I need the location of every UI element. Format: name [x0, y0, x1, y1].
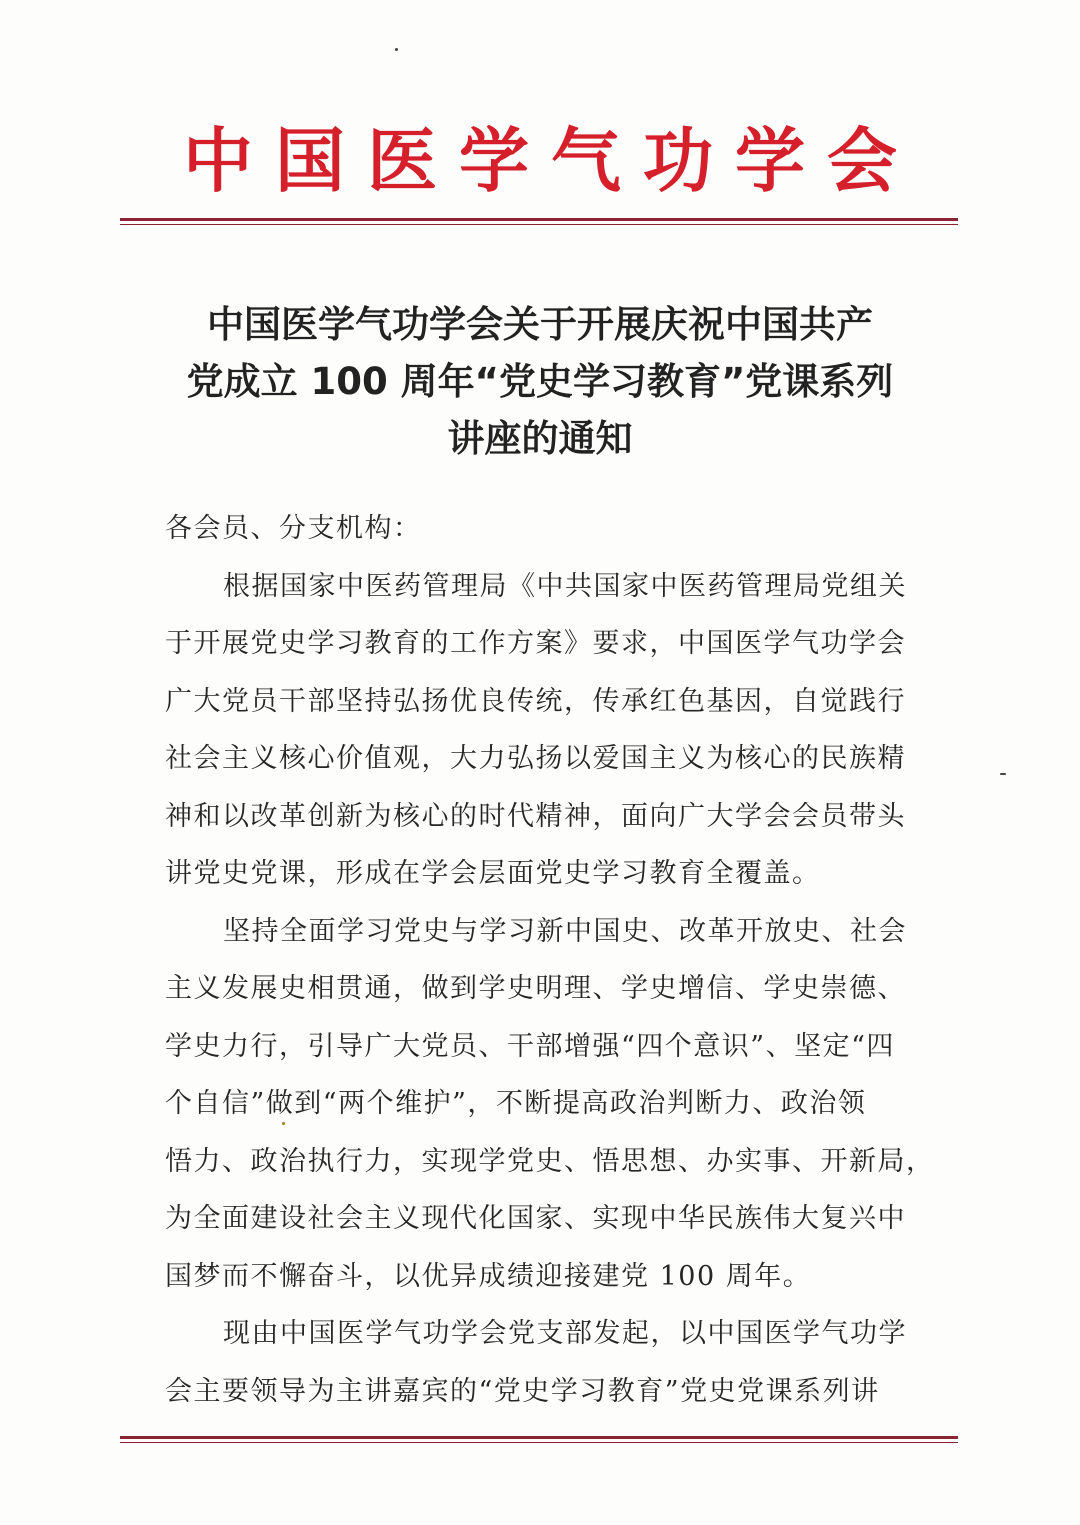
paragraph-line: 根据国家中医药管理局《中共国家中医药管理局党组关: [223, 570, 907, 602]
paragraph-line: 悟力、政治执行力，实现学党史、悟思想、办实事、开新局，: [165, 1145, 935, 1177]
scan-speck: [282, 1122, 285, 1125]
paragraph-line: 会主要领导为主讲嘉宾的“党史学习教育”党史党课系列讲: [165, 1375, 880, 1407]
paragraph-line: 神和以改革创新为核心的时代精神，面向广大学会会员带头: [165, 800, 906, 832]
header-rule: [120, 218, 958, 223]
paragraph-line: 讲党史党课，形成在学会层面党史学习教育全覆盖。: [165, 858, 821, 889]
paragraph-line: 现由中国医学气功学会党支部发起，以中国医学气功学: [223, 1318, 907, 1349]
document-title: [150, 296, 930, 467]
title-line: 中国医学气功学会关于开展庆祝中国共产: [207, 303, 873, 346]
title-line: 讲座的通知: [447, 417, 633, 460]
org-name: 中国医学气功学会: [183, 118, 919, 202]
paragraph-line: 坚持全面学习党史与学习新中国史、改革开放史、社会: [223, 915, 907, 947]
paragraph-line: 广大党员干部坚持弘扬优良传统，传承红色基因，自觉践行: [165, 685, 906, 717]
letterhead: [120, 110, 960, 200]
paragraph-line: 主义发展史相贯通，做到学史明理、学史增信、学史崇德、: [165, 973, 906, 1004]
paragraph-line: 学史力行，引导广大党员、干部增强“四个意识”、坚定“四: [165, 1030, 895, 1062]
document-body: [165, 500, 935, 1420]
title-line: 党成立 100 周年“党史学习教育”党课系列: [186, 360, 894, 403]
scan-speck: [1000, 773, 1006, 775]
paragraph-line: 社会主义核心价值观，大力弘扬以爱国主义为核心的民族精: [165, 743, 906, 774]
scan-speck: [395, 48, 398, 51]
paragraph-line: 为全面建设社会主义现代化国家、实现中华民族伟大复兴中: [165, 1203, 906, 1234]
footer-rule: [120, 1436, 958, 1441]
paragraph-line: 于开展党史学习教育的工作方案》要求，中国医学气功学会: [165, 628, 906, 659]
paragraph-line: 国梦而不懈奋斗，以优异成绩迎接建党 100 周年。: [165, 1260, 812, 1292]
salutation: 各会员、分支机构：: [165, 513, 422, 544]
paragraph-line: 个自信”做到“两个维护”，不断提高政治判断力、政治领: [165, 1088, 867, 1119]
